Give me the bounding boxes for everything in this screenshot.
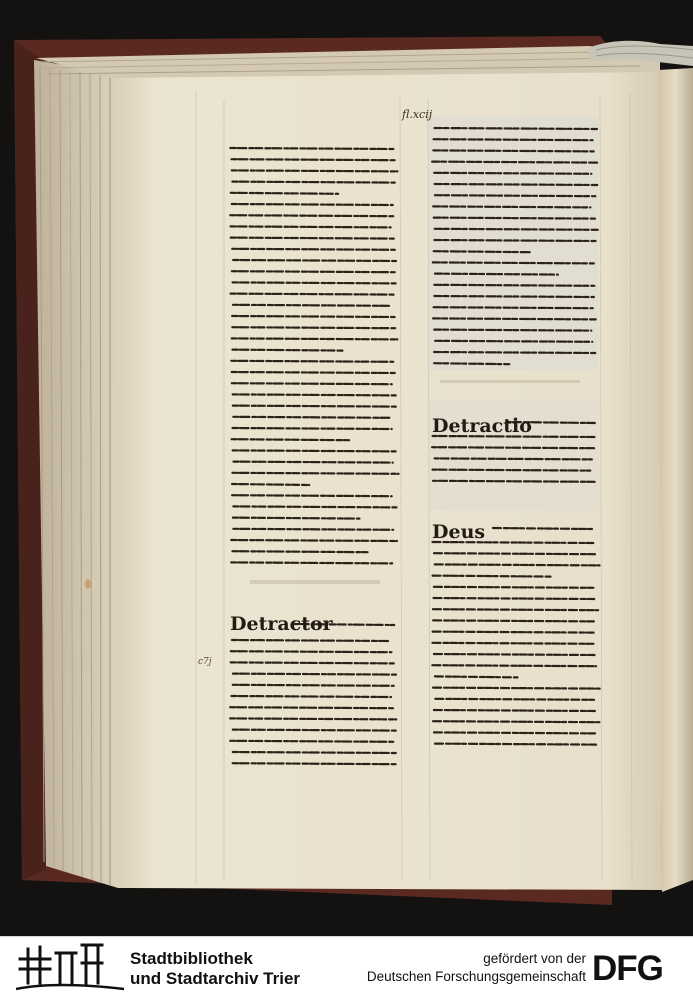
handwritten-line [433,609,598,610]
handwritten-line [434,587,594,588]
handwritten-line [233,406,398,407]
handwritten-line [230,215,394,216]
handwritten-line [433,632,594,633]
handwritten-line [434,218,595,219]
handwritten-line [493,528,593,529]
page-edges-left [34,60,118,888]
handwritten-line [434,330,591,331]
handwritten-line [231,540,397,541]
handwritten-line [434,363,509,364]
right-heading-rubric-2: Deus [432,521,486,543]
handwritten-line [232,159,397,160]
handwritten-line [434,654,595,655]
handwritten-line [233,305,391,306]
handwritten-line [435,744,597,745]
handwritten-line [433,481,595,482]
handwritten-line [433,470,591,471]
handwritten-line [434,240,595,241]
handwritten-line [434,352,595,353]
handwritten-line [231,294,396,295]
handwritten-line [231,662,395,663]
handwritten-line [435,564,600,565]
handwritten-line [434,285,594,286]
handwritten-line [232,484,309,485]
handwritten-line [231,361,393,362]
handwritten-line [233,450,397,451]
svg-text:c7j: c7j [198,657,212,667]
digitization-footer [0,936,693,1001]
handwritten-line [432,665,596,666]
handwritten-line [433,206,590,207]
library-name-line-2: und Stadtarchiv Trier [130,969,301,988]
handwritten-line [232,551,367,552]
handwritten-line [434,598,595,599]
handwritten-line [232,338,398,339]
handwritten-line [435,274,558,275]
handwritten-line [233,752,397,753]
handwritten-line [432,643,595,644]
handwritten-line [233,417,391,418]
handwritten-line [435,676,518,677]
handwritten-line [434,296,593,297]
handwritten-line [230,718,396,719]
dfg-logo: DFG [592,949,663,988]
handwritten-line [434,139,593,140]
handwritten-line [232,350,343,351]
right-heading-rubric-1: Detractio [432,415,532,437]
handwritten-line [432,447,595,448]
handwritten-line [433,721,599,722]
handwritten-line [433,688,600,689]
handwritten-line [432,162,597,163]
folio-header: fl.xcij [402,108,433,121]
library-name-line-1: Stadtbibliothek [130,949,253,968]
handwritten-line [433,576,552,577]
handwritten-line [231,193,338,194]
handwritten-line [232,170,398,171]
handwritten-line [233,730,398,731]
handwritten-line [233,518,360,519]
handwritten-line [434,732,596,733]
handwritten-line [434,710,595,711]
handwritten-line [434,251,530,252]
stadtbibliothek-logo-icon [16,937,126,1001]
handwritten-line [233,506,397,507]
handwritten-line [433,262,594,263]
handwritten-line [232,473,398,474]
handwritten-line [232,640,390,641]
handwritten-line [435,195,595,196]
left-heading-rubric: Detractor [230,613,333,635]
funding-text-line-1: gefördert von der [483,951,586,966]
handwritten-line [435,341,592,342]
handwritten-line [230,148,394,149]
funding-text-line-2: Deutschen Forschungsgemeinschaft [366,969,586,984]
handwritten-line [435,458,592,459]
handwritten-line [433,620,594,621]
handwritten-line [231,238,395,239]
handwritten-line [433,150,593,151]
handwritten-line [434,553,596,554]
handwritten-line [434,307,593,308]
handwritten-line [434,173,591,174]
